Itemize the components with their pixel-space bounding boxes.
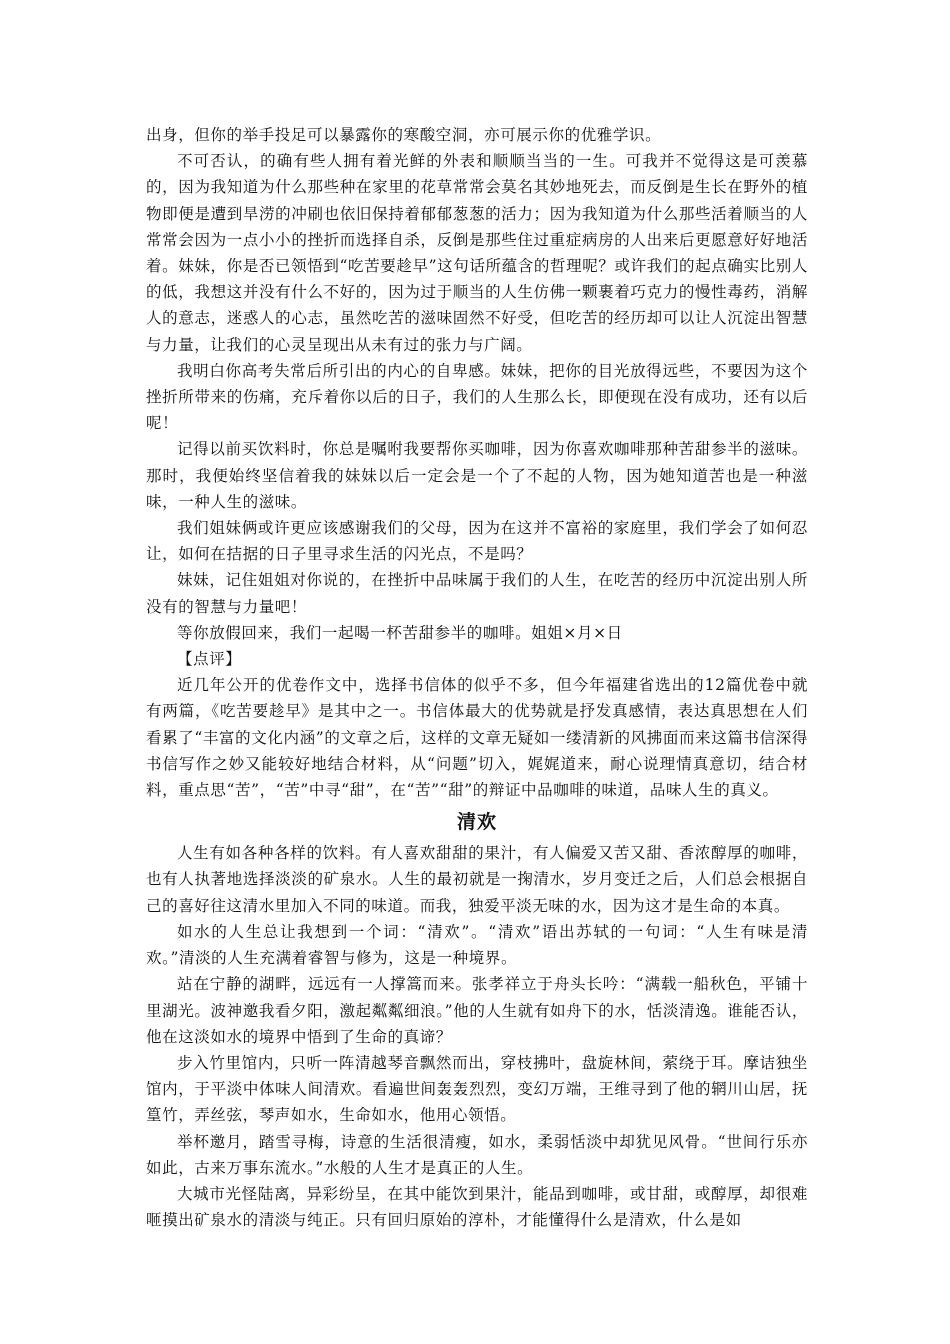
paragraph: 妹妹，记住姐姐对你说的，在挫折中品味属于我们的人生，在吃苦的经历中沉淀出别人所没有的智慧与力量吧！ (146, 571, 808, 616)
letter-section (146, 122, 808, 803)
paragraph: 大城市光怪陆离，异彩纷呈，在其中能饮到果汁，能品到咖啡，或甘甜，或醇厚，却很难咂摸出矿泉水的清淡与纯正。只有回归原始的淳朴，才能懂得什么是清欢，什么是如 (146, 1184, 808, 1230)
essay-title: 清欢 (456, 811, 497, 834)
paragraph: 【点评】 (177, 650, 242, 669)
paragraph: 我明白你高考失常后所引出的内心的自卑感。妹妹，把你的目光放得远些，不要因为这个挫折所带来的伤痛，充斥着你以后的日子，我们的人生那么长，即便现在没有成功，还有以后呢！ (146, 361, 808, 433)
paragraph: 步入竹里馆内，只听一阵清越琴音飘然而出，穿枝拂叶，盘旋林间，萦绕于耳。摩诘独坐馆内，于平淡中体味人间清欢。看遍世间轰轰烈烈，变幻万端，王维寻到了他的辋川山居，抚篁竹，弄丝弦，琴声如水，生命如水，他用心领悟。 (146, 1053, 808, 1125)
paragraph: 近几年公开的优卷作文中，选择书信体的似乎不多，但今年福建省选出的12篇优卷中就有两篇，《吃苦要趁早》是其中之一。书信体最大的优势就是抒发真感情，表达真思想在人们看累了“丰富的文化内涵”的文章之后，这样的文章无疑如一缕清新的风拂面而来这篇书信深得书信写作之妙又能较好地结合材料，从“问题”切入，娓娓道来，耐心说理情真意切，结合材料，重点思“苦”，“苦”中寻“甜”，在“苦”“甜”的辩证中品咖啡的味道，品味人生的真义。 (146, 676, 808, 800)
paragraph: 举杯邀月，踏雪寻梅，诗意的生活很清瘦，如水，柔弱恬淡中却犹见风骨。“世间行乐亦如此，古来万事东流水。”水般的人生才是真正的人生。 (146, 1132, 808, 1177)
paragraph: 我们姐妹俩或许更应该感谢我们的父母，因为在这并不富裕的家庭里，我们学会了如何忍让，如何在拮据的日子里寻求生活的闪光点，不是吗？ (146, 519, 808, 564)
paragraph: 不可否认，的确有些人拥有着光鲜的外表和顺顺当当的一生。可我并不觉得这是可羡慕的，因为我知道为什么那些种在家里的花草常常会莫名其妙地死去，而反倒是生长在野外的植物即便是遭到旱涝的冲刷也依旧保持着郁郁葱葱的活力；因为我知道为什么那些活着顺当的人常常会因为一点小小的挫折而选择自杀，反倒是那些住过重症病房的人出来后更愿意好好地活着。妹妹，你是否已领悟到“吃苦要趁早”这句话所蕴含的哲理呢？或许我们的起点确实比别人的低，我想这并没有什么不好的，因为过于顺当的人生仿佛一颗裹着巧克力的慢性毒药，消解人的意志，迷惑人的心志，虽然吃苦的滋味固然不好受，但吃苦的经历却可以让人沉淀出智慧与力量，让我们的心灵呈现出从未有过的张力与广阔。 (146, 152, 808, 354)
document-page (146, 122, 808, 1233)
paragraph: 人生有如各种各样的饮料。有人喜欢甜甜的果汁，有人偏爱又苦又甜、香浓醇厚的咖啡，也有人执著地选择淡淡的矿泉水。人生的最初就是一掬清水，岁月变迁之后，人们总会根据自己的喜好往这清水里加入不同的味道。而我，独爱平淡无味的水，因为这才是生命的本真。 (146, 844, 808, 915)
essay-section (146, 840, 808, 1233)
paragraph: 站在宁静的湖畔，远远有一人撑篙而来。张孝祥立于舟头长吟：“满载一船秋色，平铺十里湖光。波神邀我看夕阳，激起粼粼细浪。”他的人生就有如舟下的水，恬淡清逸。谁能否认，他在这淡如水的境界中悟到了生命的真谛？ (146, 975, 808, 1046)
paragraph: 等你放假回来，我们一起喝一杯苦甜参半的咖啡。姐姐×月×日 (177, 623, 623, 642)
paragraph: 如水的人生总让我想到一个词：“清欢”。“清欢”语出苏轼的一句词：“人生有味是清欢。”清淡的人生充满着睿智与修为，这是一种境界。 (146, 922, 808, 968)
paragraph: 出身，但你的举手投足可以暴露你的寒酸空洞，亦可展示你的优雅学识。 (146, 126, 662, 144)
paragraph: 记得以前买饮料时，你总是嘱咐我要帮你买咖啡，因为你喜欢咖啡那种苦甜参半的滋味。那时，我便始终坚信着我的妹妹以后一定会是一个了不起的人物，因为她知道苦也是一种滋味，一种人生的滋味。 (146, 440, 808, 511)
